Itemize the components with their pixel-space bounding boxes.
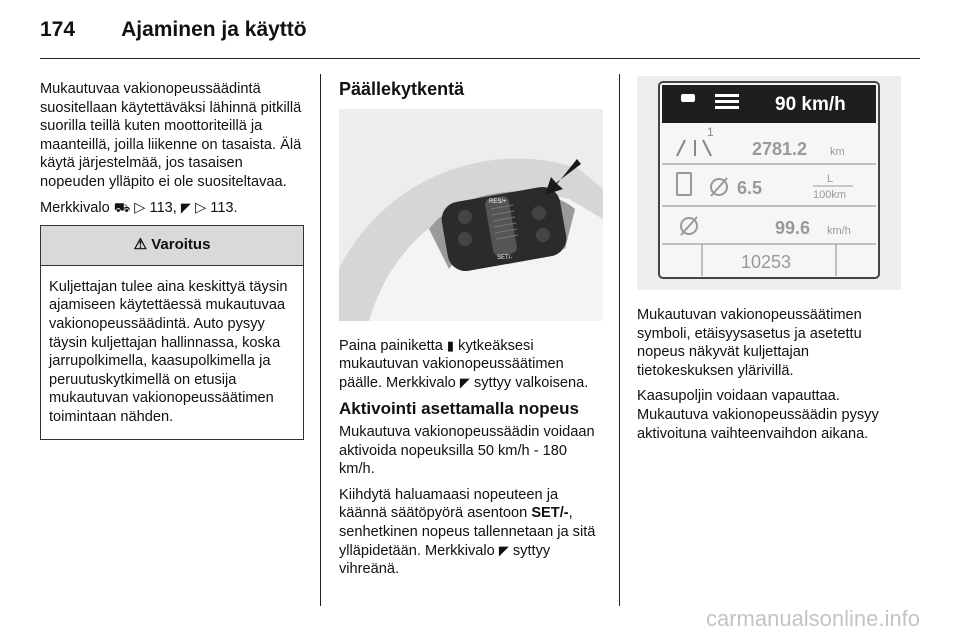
watermark: carmanualsonline.info (705, 606, 920, 631)
indicator-reference: Merkkivalo ⛟ ▷ 113, ◤ ▷ 113. (40, 199, 238, 216)
fuel-unit-top: L (827, 173, 834, 185)
cruise-indicator-icon: ◤ (498, 542, 509, 558)
set-label: SET/- (497, 254, 513, 261)
steering-wheel-illustration (339, 109, 603, 321)
acc-button-icon: ▮ (446, 337, 455, 353)
cruise-control-icon: ◤ (180, 199, 191, 215)
warning-header: ⚠ Varoitus (41, 226, 303, 266)
set-speed-paragraph: Kiihdytä haluamaasi nopeuteen ja käännä säätöpyörä asentoon SET/-, senhetkinen nopeus tallennetaan ja sitä ylläpidetään. Merkkivalo ◤ syttyy vihreänä. (339, 486, 596, 578)
page-title: Ajaminen ja käyttö (121, 18, 307, 41)
cluster-caption: Mukautuvan vakionopeussäätimen symboli, etäisyysasetus ja asetettu nopeus näkyvät kuljettajan tietokeskuksen ylärivillä. (637, 307, 862, 379)
driver-info-centre-illustration (637, 76, 901, 290)
page-number: 174 (40, 18, 76, 41)
page-header (40, 18, 307, 42)
column-3 (637, 80, 901, 450)
set-speed: 90 km/h (775, 94, 846, 115)
column-2 (339, 80, 603, 586)
column-divider-1 (320, 74, 321, 606)
header-rule (40, 58, 920, 59)
warning-box (40, 225, 304, 439)
speed-range-paragraph: Mukautuva vakionopeussäädin voidaan aktivoida nopeuksilla 50 km/h - 180 km/h. (339, 423, 595, 478)
section-heading: Päällekytkentä (339, 79, 465, 99)
column-1 (40, 80, 304, 440)
trip-value: 2781.2 (752, 139, 808, 159)
column-divider-2 (619, 74, 620, 606)
avg-speed-unit: km/h (827, 225, 851, 237)
accelerator-paragraph: Kaasupoljin voidaan vapauttaa. Mukautuva vakionopeussäädin pysyy aktivoituna vaihteenvaihdon aikana. (637, 388, 879, 442)
warning-text: Kuljettajan tulee aina keskittyä täysin ajamiseen käytettäessä mukautuvaa vakionopeussäädintä. Auto pysyy täysin kuljettajan hallinnassa, koska jarrupolkimella, kaasupolkimella ja peruutuskytkimellä on etusija mukautuvan vakionopeussäätimen toimintaan nähden. (49, 278, 288, 425)
subsection-heading: Aktivointi asettamalla nopeus (339, 399, 579, 419)
arrow-ref-icon: ▷ (194, 199, 207, 216)
car-front-icon: ⛟ (113, 199, 131, 215)
fuel-value: 6.5 (737, 178, 763, 198)
intro-paragraph: Mukautuvaa vakionopeussäädintä suositellaan käytettäväksi lähinnä pitkillä suorilla teillä kuten moottoriteillä ja maanteillä, joilla liikenne on tasaista. Älä käytä järjestelmää, jos tasaisen nopeuden ylläpito ei ole suositeltavaa. (40, 81, 302, 190)
trip-unit: km (830, 146, 845, 158)
odo-index: 1 (707, 125, 714, 139)
arrow-ref-icon: ▷ (134, 199, 146, 216)
fuel-unit-bottom: 100km (813, 189, 847, 201)
activation-paragraph: Paina painiketta ▮ kytkeäksesi mukautuvan vakionopeussäätimen päälle. Merkkivalo ◤ syttyy valkoisena. (339, 337, 589, 391)
avg-speed-value: 99.6 (775, 218, 811, 238)
total-odometer: 10253 (741, 252, 792, 272)
warning-triangle-icon: ⚠ (133, 236, 148, 254)
cruise-indicator-icon: ◤ (459, 374, 470, 390)
res-label: RES/+ (489, 198, 507, 205)
